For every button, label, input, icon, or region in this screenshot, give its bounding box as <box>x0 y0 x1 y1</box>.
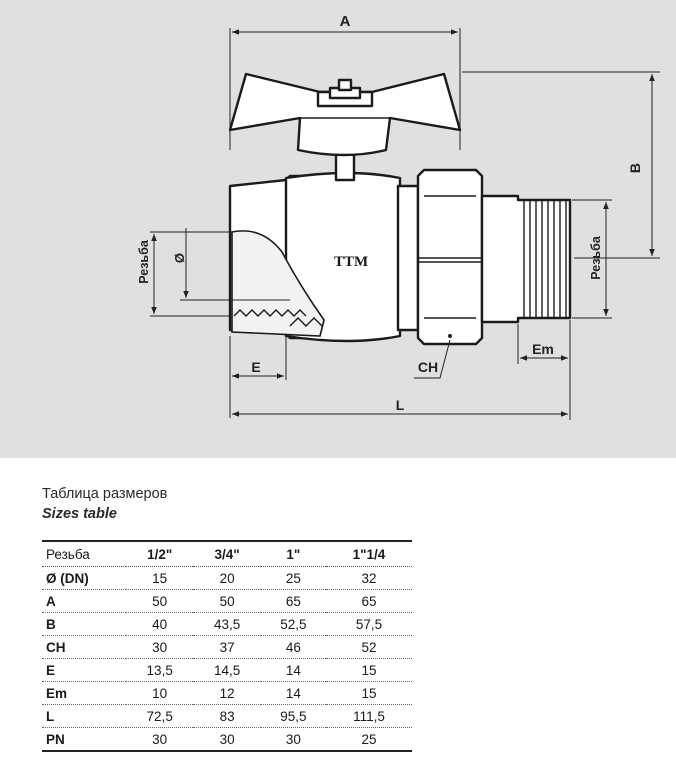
table-row <box>42 659 412 682</box>
table-cell: 111,5 <box>326 705 412 728</box>
dimension-thread-right <box>572 200 612 318</box>
table-cell: 65 <box>261 590 326 613</box>
row-label: A <box>42 590 126 613</box>
table-row <box>42 728 412 752</box>
row-label: Ø (DN) <box>42 567 126 590</box>
dimension-em <box>518 320 570 420</box>
table-cell: 14 <box>261 682 326 705</box>
table-row <box>42 636 412 659</box>
table-cell: 25 <box>261 567 326 590</box>
table-cell: 30 <box>193 728 260 752</box>
thread-left-label: Резьба <box>137 240 151 284</box>
table-cell: 95,5 <box>261 705 326 728</box>
table-cell: 15 <box>126 567 193 590</box>
dim-em-label: Em <box>532 341 554 357</box>
row-label: Em <box>42 682 126 705</box>
table-row <box>42 567 412 590</box>
row-label: PN <box>42 728 126 752</box>
table-cell: 50 <box>193 590 260 613</box>
dim-e-label: E <box>251 359 261 375</box>
table-cell: 20 <box>193 567 260 590</box>
table-cell: 65 <box>326 590 412 613</box>
header-cell: Резьба <box>46 546 90 562</box>
row-label: E <box>42 659 126 682</box>
header-cell: 1" <box>286 546 301 562</box>
table-cell: 14 <box>261 659 326 682</box>
dim-a-label: A <box>339 13 351 30</box>
table-cell: 43,5 <box>193 613 260 636</box>
table-cell: 52 <box>326 636 412 659</box>
row-label: B <box>42 613 126 636</box>
table-cell: 52,5 <box>261 613 326 636</box>
table-title-en: Sizes table <box>42 506 117 522</box>
row-label: CH <box>42 636 126 659</box>
table-cell: 50 <box>126 590 193 613</box>
table-cell: 10 <box>126 682 193 705</box>
table-row <box>42 682 412 705</box>
table-cell: 83 <box>193 705 260 728</box>
sizes-table <box>42 540 412 752</box>
valve-outline <box>230 74 570 344</box>
table-cell: 15 <box>326 659 412 682</box>
table-cell: 32 <box>326 567 412 590</box>
table-header-row <box>42 541 412 567</box>
table-cell: 30 <box>126 636 193 659</box>
header-cell: 3/4" <box>214 546 240 562</box>
table-cell: 14,5 <box>193 659 260 682</box>
table-cell: 40 <box>126 613 193 636</box>
thread-right-label: Резьба <box>589 236 603 280</box>
table-cell: 30 <box>126 728 193 752</box>
table-cell: 13,5 <box>126 659 193 682</box>
table-cell: 25 <box>326 728 412 752</box>
header-cell: 1"1/4 <box>352 546 386 562</box>
table-cell: 15 <box>326 682 412 705</box>
diameter-label: Ø <box>172 252 187 264</box>
table-cell: 46 <box>261 636 326 659</box>
dim-l-label: L <box>395 397 405 413</box>
table-cell: 57,5 <box>326 613 412 636</box>
dimension-thread-left <box>137 232 232 316</box>
dimension-e <box>230 336 286 418</box>
table-row <box>42 613 412 636</box>
dimension-l <box>232 397 568 414</box>
dim-ch-label: CH <box>417 359 439 375</box>
header-cell: 1/2" <box>147 546 173 562</box>
table-row <box>42 590 412 613</box>
row-label: L <box>42 705 126 728</box>
table-cell: 72,5 <box>126 705 193 728</box>
brand-logo: TTM <box>334 254 369 270</box>
dim-b-label: B <box>627 162 643 174</box>
table-cell: 12 <box>193 682 260 705</box>
table-title-ru: Таблица размеров <box>42 486 168 502</box>
table-cell: 30 <box>261 728 326 752</box>
table-cell: 37 <box>193 636 260 659</box>
table-row <box>42 705 412 728</box>
